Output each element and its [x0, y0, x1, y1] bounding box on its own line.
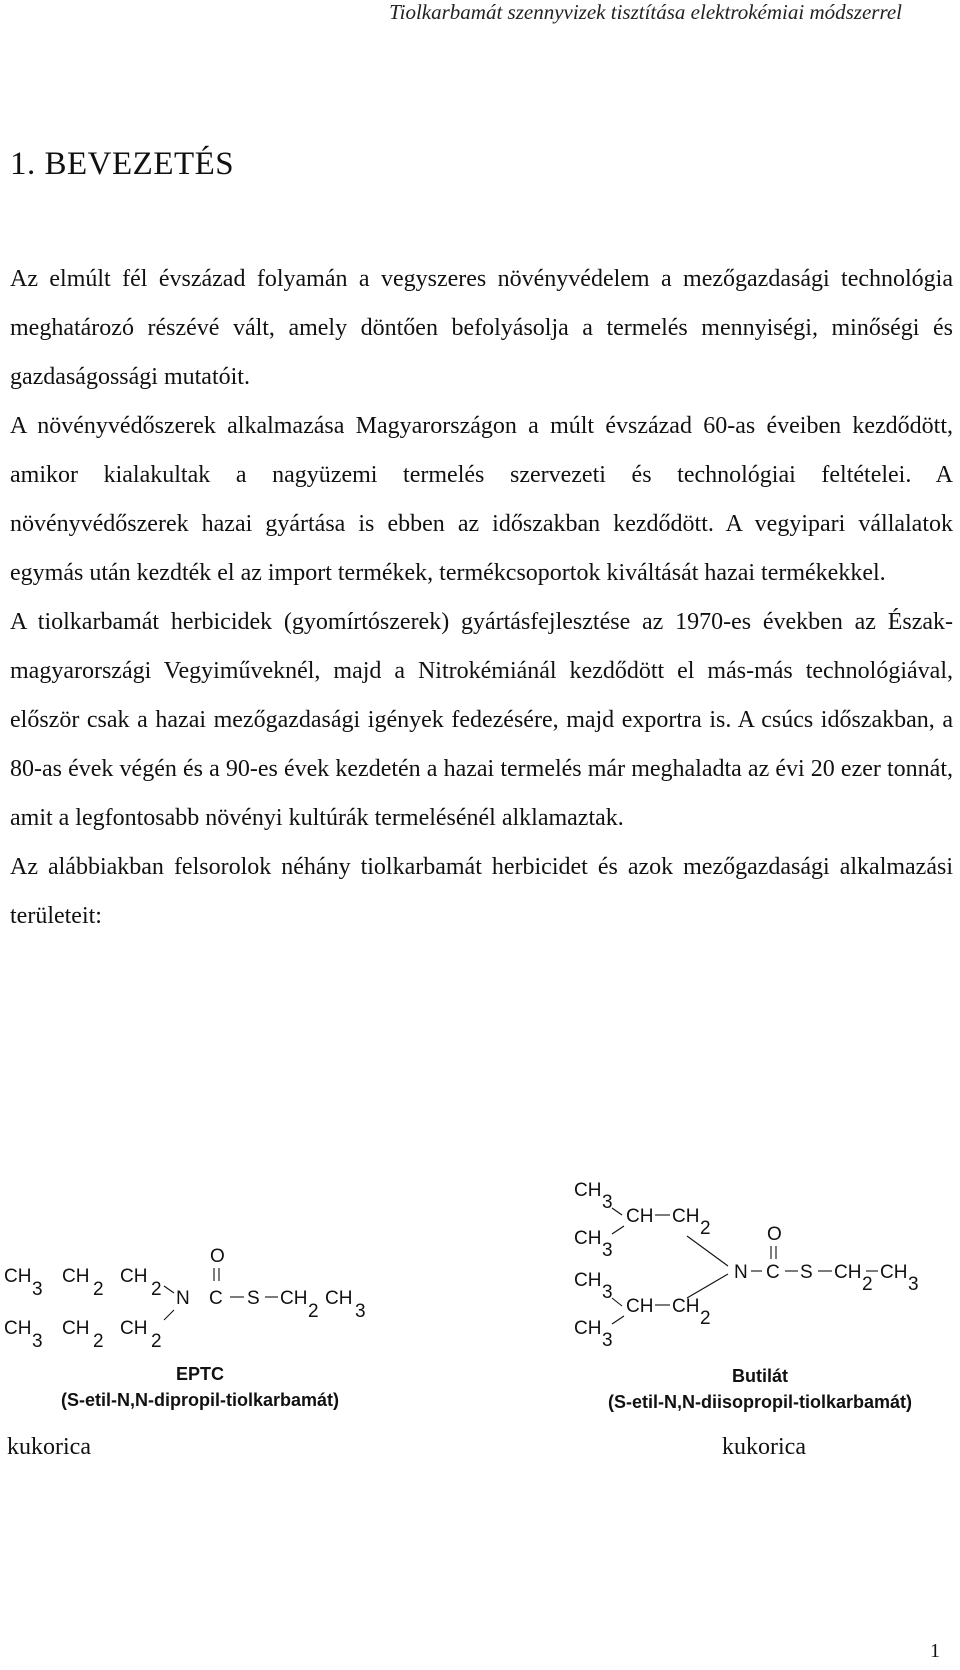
- eptc-atom-o: O: [210, 1246, 225, 1267]
- eptc-atom-ch: CH: [280, 1288, 308, 1309]
- eptc-sub-2: 2: [93, 1279, 104, 1300]
- eptc-structure: [0, 1240, 400, 1350]
- butilat-atom-ch: CH: [574, 1318, 602, 1339]
- butilat-atom-ch: CH: [574, 1180, 602, 1201]
- eptc-crop: kukorica: [7, 1434, 91, 1460]
- eptc-atom-ch: CH: [4, 1318, 32, 1339]
- paragraph: Az alábbiakban felsorolok néhány tiolkarbamát herbicidet és azok mezőgazdasági alkalmazási területeit:: [10, 854, 953, 929]
- page-number: 1: [930, 1640, 940, 1662]
- butilat-sub-2: 2: [862, 1274, 873, 1295]
- eptc-full-name: (S-etil-N,N-dipropil-tiolkarbamát): [61, 1390, 339, 1410]
- eptc-atom-ch: CH: [4, 1266, 32, 1287]
- butilat-structure-drawing: [570, 1168, 950, 1351]
- eptc-structure-drawing: [0, 1240, 400, 1350]
- eptc-atom-s: S: [247, 1288, 260, 1309]
- butilat-sub-3: 3: [602, 1282, 613, 1303]
- eptc-sub-3: 3: [32, 1331, 43, 1352]
- eptc-atom-ch: CH: [62, 1266, 90, 1287]
- butilat-name: Butilát: [732, 1366, 788, 1386]
- butilat-atom-o: O: [767, 1224, 782, 1245]
- eptc-atom-c: C: [209, 1288, 223, 1309]
- butilat-sub-3: 3: [602, 1192, 613, 1213]
- butilat-atom-ch: CH: [626, 1206, 654, 1227]
- running-header: Tiolkarbamát szennyvizek tisztítása elektrokémiai módszerrel: [389, 0, 902, 24]
- butilat-structure: [570, 1168, 950, 1351]
- eptc-atom-ch: CH: [325, 1288, 353, 1309]
- eptc-name: EPTC: [175, 1364, 224, 1384]
- butilat-atom-c: C: [766, 1262, 780, 1283]
- butilat-sub-2: 2: [700, 1218, 711, 1239]
- butilat-atom-ch: CH: [672, 1296, 700, 1317]
- butilat-full-name: (S-etil-N,N-diisopropil-tiolkarbamát): [607, 1392, 912, 1412]
- eptc-sub-2: 2: [93, 1331, 104, 1352]
- eptc-atom-n: N: [176, 1288, 190, 1309]
- body-text: [10, 255, 953, 941]
- butilat-sub-3: 3: [602, 1330, 613, 1351]
- butilat-sub-2: 2: [700, 1308, 711, 1329]
- chapter-title: 1. BEVEZETÉS: [10, 146, 235, 182]
- butilat-atom-ch: CH: [626, 1296, 654, 1317]
- butilat-atom-ch: CH: [574, 1228, 602, 1249]
- butilat-atom-n: N: [734, 1262, 748, 1283]
- paragraph: A növényvédőszerek alkalmazása Magyarországon a múlt évszázad 60-as éveiben kezdődött, amikor kialakultak a nagyüzemi termelés szervezeti és technológiai feltételei. A növényvédőszerek hazai gyártása is ebben az időszakban kezdődött. A vegyipari vállalatok egymás után kezdték el az import termékek, termékcsoportok kiváltását hazai termékekkel.: [10, 413, 953, 586]
- eptc-atom-ch: CH: [120, 1266, 148, 1287]
- paragraph: A tiolkarbamát herbicidek (gyomírtószerek) gyártásfejlesztése az 1970-es években az Észak-magyarországi Vegyiműveknél, majd a Nitrokémiánál kezdődött el más-más technológiával, először csak a hazai mezőgazdasági igények fedezésére, majd exportra is. A csúcs időszakban, a 80-as évek végén és a 90-es évek kezdetén a hazai termelés már meghaladta az évi 20 ezer tonnát, amit a legfontosabb növényi kultúrák termelésénél alklamaztak.: [10, 609, 953, 831]
- eptc-sub-3: 3: [32, 1279, 43, 1300]
- butilat-crop: kukorica: [722, 1434, 806, 1460]
- eptc-atom-ch: CH: [120, 1318, 148, 1339]
- butilat-sub-3: 3: [908, 1274, 919, 1295]
- eptc-sub-2: 2: [308, 1301, 319, 1322]
- butilat-atom-ch: CH: [574, 1270, 602, 1291]
- eptc-sub-2: 2: [151, 1331, 162, 1352]
- butilat-sub-3: 3: [602, 1240, 613, 1261]
- butilat-atom-s: S: [800, 1262, 813, 1283]
- butilat-atom-ch: CH: [834, 1262, 862, 1283]
- butilat-atom-ch: CH: [880, 1262, 908, 1283]
- eptc-atom-ch: CH: [62, 1318, 90, 1339]
- butilat-atom-ch: CH: [672, 1206, 700, 1227]
- paragraph: Az elmúlt fél évszázad folyamán a vegyszeres növényvédelem a mezőgazdasági technológia meghatározó részévé vált, amely döntően befolyásolja a termelés mennyiségi, minőségi és gazdaságossági mutatóit.: [10, 266, 953, 390]
- eptc-sub-2: 2: [151, 1279, 162, 1300]
- eptc-sub-3: 3: [355, 1301, 366, 1322]
